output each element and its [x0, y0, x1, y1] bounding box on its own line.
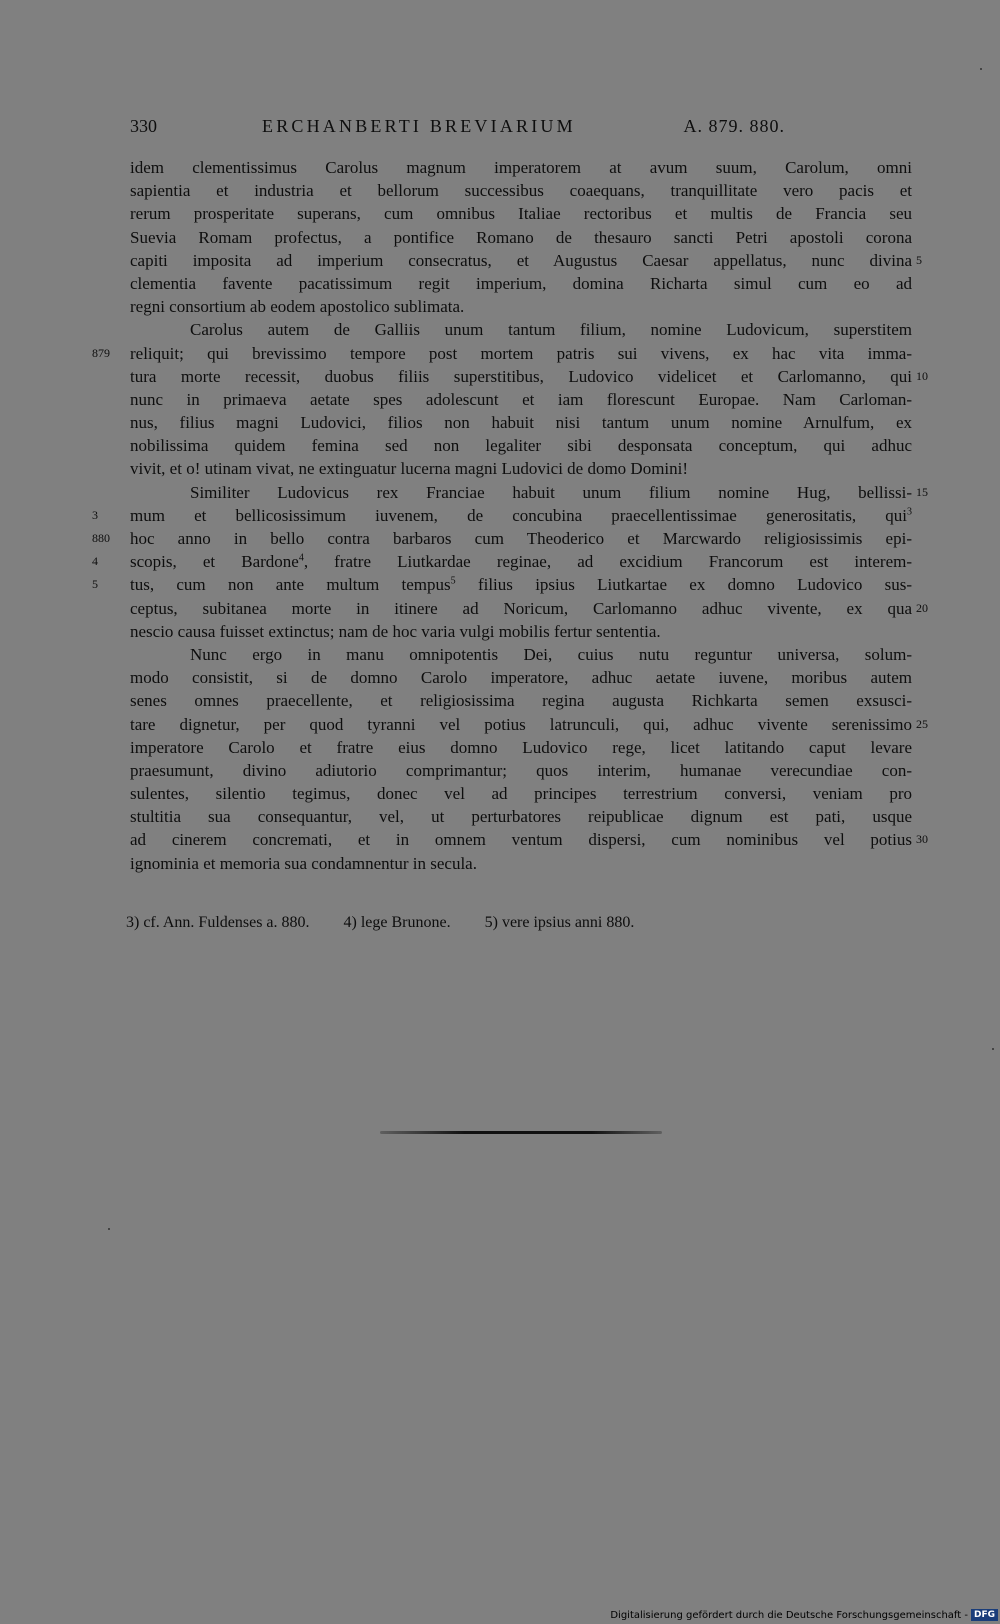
text-line: [130, 295, 912, 318]
line-text: [130, 156, 912, 179]
text-line: [130, 620, 912, 643]
funding-notice: [610, 1609, 998, 1621]
text-line: [130, 318, 912, 341]
line-text-main: idem clementissimus Carolus magnum imperatorem at avum suum, Carolum, omni: [130, 158, 912, 177]
line-text: [130, 620, 912, 643]
line-text: [130, 411, 912, 434]
line-text-main: tura morte recessit, duobus filiis superstitibus, Ludovico videlicet et Carlomanno, qui: [130, 366, 912, 386]
line-text-main: senes omnes praecellente, et religiosissima regina augusta Richkarta semen exsusci-: [130, 691, 912, 711]
line-text: [130, 434, 912, 457]
line-text: [130, 666, 912, 689]
line-text: [190, 643, 912, 666]
line-text: [130, 573, 912, 596]
margin-note: 3: [92, 507, 98, 522]
footnote: 4) lege Brunone.: [343, 914, 451, 931]
text-line: [130, 852, 912, 875]
line-number: 20: [916, 600, 928, 615]
footnote-marker: 3: [907, 506, 912, 518]
page-number: 330: [130, 116, 157, 136]
text-line: [92, 550, 912, 573]
line-text-main: reliquit; qui brevissimo tempore post mortem patris sui vivens, ex hac vita imma-: [130, 343, 912, 363]
line-text-rest: filius ipsius Liutkartae ex domno Ludovico sus-: [455, 575, 913, 595]
line-text: [130, 342, 912, 365]
text-line: [92, 527, 912, 550]
text-line: [130, 481, 928, 504]
line-text-main: hoc anno in bello contra barbaros cum Theoderico et Marcwardo religiosissimis epi-: [130, 529, 912, 548]
line-text-main: tus, cum non ante multum tempus: [130, 575, 451, 595]
line-text: [130, 457, 912, 480]
line-text: [130, 550, 912, 573]
line-text: [130, 388, 912, 411]
margin-note: 5: [92, 577, 98, 592]
running-title: ERCHANBERTI BREVIARIUM: [262, 116, 576, 136]
line-text-main: sapientia et industria et bellorum successibus coaequans, tranquillitate vero pacis et: [130, 181, 912, 201]
text-line: [92, 342, 912, 365]
dfg-logo: DFG: [971, 1609, 998, 1621]
text-line: [92, 573, 913, 596]
line-text-main: tare dignetur, per quod tyranni vel potius latrunculi, qui, adhuc vivente serenissimo: [130, 714, 912, 734]
line-text: [190, 481, 912, 504]
line-text-main: Carolus autem de Galliis unum tantum filium, nomine Ludovicum, superstitem: [190, 320, 912, 340]
line-text: [130, 759, 912, 782]
scan-speck: [992, 1048, 994, 1050]
line-text-main: mum et bellicosissimum iuvenem, de concubina praecellentissimae generositatis, qui: [130, 505, 907, 525]
line-text-main: capiti imposita ad imperium consecratus, et Augustus Caesar appellatus, nunc divina: [130, 250, 912, 270]
text-line: [130, 179, 912, 202]
line-text: [130, 504, 912, 527]
text-line: [130, 388, 912, 411]
line-text-main: vivit, et o! utinam vivat, ne extinguatur lucerna magni Ludovici de domo Domini!: [130, 459, 689, 479]
line-text-main: scopis, et Bardone: [130, 552, 299, 572]
line-text: [130, 226, 912, 249]
text-line: [92, 504, 912, 527]
line-text-main: Suevia Romam profectus, a pontifice Romano de thesauro sancti Petri apostoli corona: [130, 227, 912, 247]
page-header: [130, 116, 785, 140]
margin-note: 4: [92, 554, 98, 569]
line-text: [130, 179, 912, 202]
line-text-main: ceptus, subitanea morte in itinere ad Noricum, Carlomanno adhuc vivente, ex qua: [130, 598, 912, 618]
line-text-main: Similiter Ludovicus rex Franciae habuit unum filium nomine Hug, bellissi-: [190, 482, 912, 502]
line-text-main: rerum prosperitate superans, cum omnibus Italiae rectoribus et multis de Francia seu: [130, 204, 912, 224]
line-text: [130, 249, 912, 272]
end-rule: [380, 1131, 662, 1134]
line-text: [130, 828, 912, 851]
line-number: 5: [916, 252, 922, 267]
line-text: [130, 365, 912, 388]
footnote-marker: 4: [298, 552, 304, 564]
line-text: [130, 527, 912, 550]
line-number: 25: [916, 716, 928, 731]
text-line: [130, 156, 912, 179]
line-text-main: sulentes, silentio tegimus, donec vel ad principes terrestrium conversi, veniam pro: [130, 784, 912, 804]
text-line: [130, 365, 928, 388]
line-number: 10: [916, 368, 928, 383]
line-text-main: Nunc ergo in manu omnipotentis Dei, cuius nutu reguntur universa, solum-: [190, 644, 912, 664]
text-line: [130, 226, 912, 249]
line-text-main: nus, filius magni Ludovici, filios non habuit nisi tantum unum nomine Arnulfum, ex: [130, 413, 912, 433]
line-number: 15: [916, 484, 928, 499]
margin-note: 879: [92, 345, 110, 360]
text-line: [130, 249, 922, 272]
margin-note: 880: [92, 531, 110, 545]
line-text: [130, 689, 912, 712]
text-line: [130, 689, 912, 712]
text-line: [130, 597, 928, 620]
line-text: [190, 318, 912, 341]
text-line: [130, 736, 912, 759]
line-text-rest: , fratre Liutkardae reginae, ad excidium Francorum est interem-: [303, 552, 912, 572]
footnote: 5) vere ipsius anni 880.: [484, 914, 635, 931]
footnote-marker: 5: [450, 575, 456, 587]
text-line: [130, 202, 912, 225]
line-text: [130, 202, 912, 225]
text-line: [130, 713, 928, 736]
line-text: [130, 295, 912, 318]
line-text-main: nunc in primaeva aetate spes adolescunt et iam florescunt Europae. Nam Carloman-: [130, 389, 912, 409]
scan-speck: [108, 1228, 110, 1230]
text-line: [130, 782, 912, 805]
text-line: [130, 457, 912, 480]
line-text-main: clementia favente pacatissimum regit imperium, domina Richarta simul cum eo ad: [130, 273, 912, 293]
line-text: [130, 805, 912, 828]
line-text-main: imperatore Carolo et fratre eius domno Ludovico rege, licet latitando caput levare: [130, 737, 912, 757]
line-text-main: nescio causa fuisset extinctus; nam de hoc varia vulgi mobilis fertur sententia.: [130, 621, 661, 641]
line-text-main: praesumunt, divino adiutorio comprimantur; quos interim, humanae verecundiae con-: [130, 760, 912, 780]
text-line: [130, 272, 912, 295]
year-label: A. 879. 880.: [683, 116, 785, 136]
line-text: [130, 597, 912, 620]
line-text-main: stultitia sua consequantur, vel, ut perturbatores reipublicae dignum est pati, usque: [130, 807, 912, 827]
funding-text: Digitalisierung gefördert durch die Deutsche Forschungsgemeinschaft -: [610, 1609, 968, 1621]
footnotes: [126, 914, 664, 932]
line-text-main: modo consistit, si de domno Carolo imperatore, adhuc aetate iuvene, moribus autem: [130, 668, 912, 688]
line-text-main: regni consortium ab eodem apostolico sublimata.: [130, 297, 465, 317]
text-line: [130, 643, 912, 666]
line-text: [130, 852, 912, 875]
text-line: [130, 666, 912, 689]
text-line: [130, 828, 928, 851]
line-text-main: ignominia et memoria sua condamnentur in secula.: [130, 853, 477, 873]
line-text: [130, 272, 912, 295]
line-text: [130, 782, 912, 805]
main-text: [92, 156, 928, 875]
text-line: [130, 805, 912, 828]
line-number: 30: [916, 832, 928, 847]
line-text: [130, 713, 912, 736]
text-line: [130, 411, 912, 434]
text-line: [130, 434, 912, 457]
scan-speck: [980, 68, 982, 70]
footnote: 3) cf. Ann. Fuldenses a. 880.: [126, 914, 310, 931]
line-text-main: ad cinerem concremati, et in omnem ventum dispersi, cum nominibus vel potius: [130, 830, 912, 850]
text-line: [130, 759, 912, 782]
line-text-main: nobilissima quidem femina sed non legaliter sibi desponsata conceptum, qui adhuc: [130, 436, 912, 456]
line-text: [130, 736, 912, 759]
